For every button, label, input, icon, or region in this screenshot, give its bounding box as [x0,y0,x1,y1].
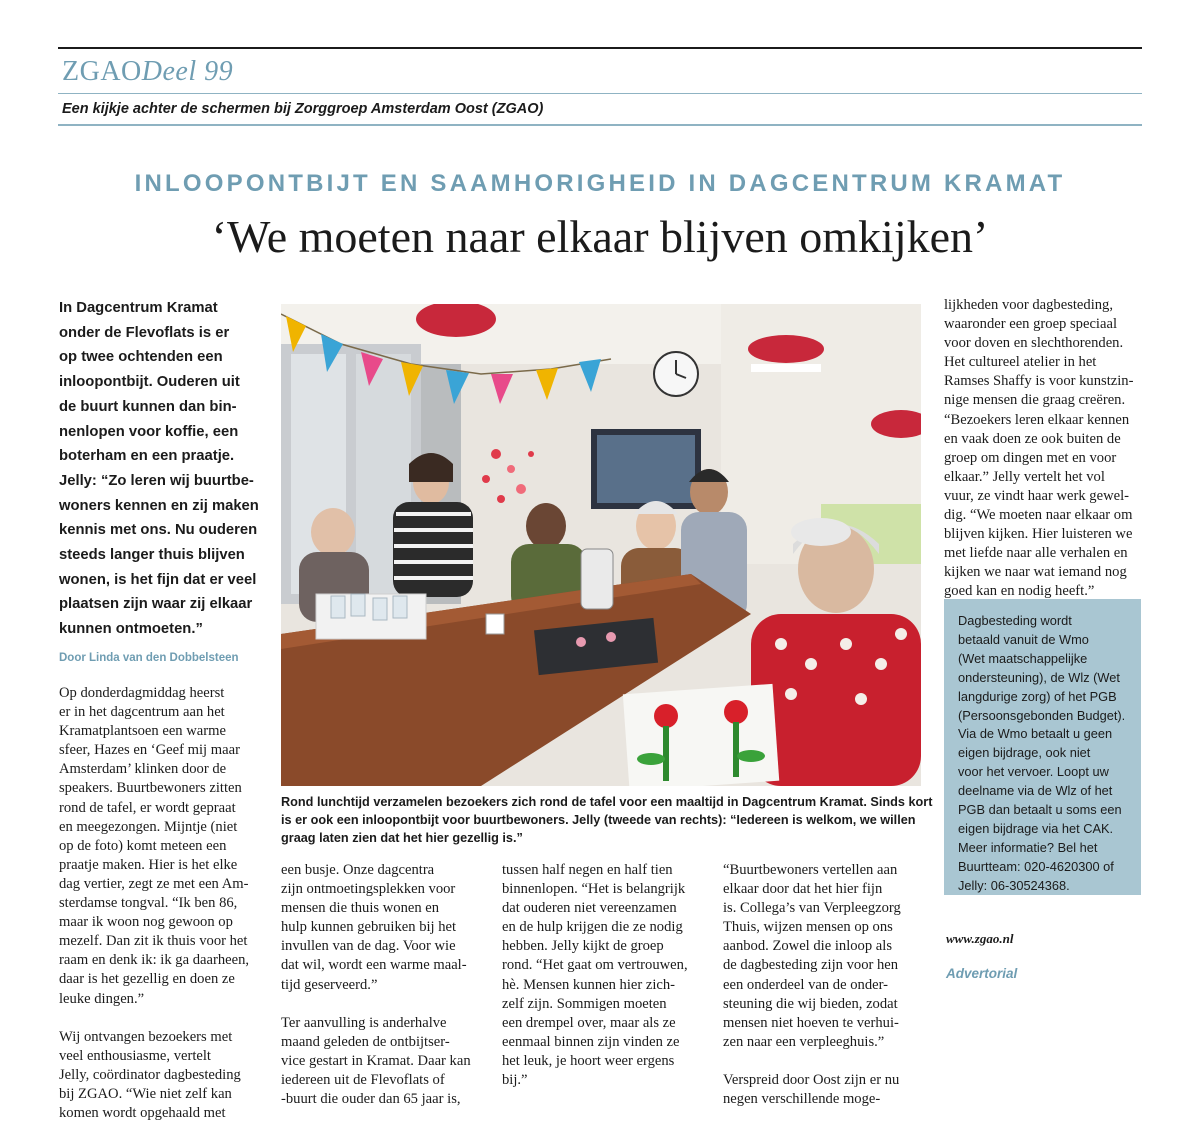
intro-line: woners kennen en zij maken [59,497,259,514]
body-line: bij.” [502,1072,528,1089]
body-line: komen wordt opgehaald met [59,1104,226,1121]
body-line: Ter aanvulling is anderhalve [281,1014,447,1031]
body-paragraph [59,1028,264,1123]
body-line: elkaar door dat het hier fijn [723,881,883,898]
article-byline: Door Linda van den Dobbelsteen [59,652,239,664]
body-line: dat wil, wordt een warme maal- [281,957,467,974]
body-line: iedereen uit de Flevoflats of [281,1071,445,1088]
info-box-line: Jelly: 06-30524368. [958,877,1070,893]
intro-line: inloopontbijt. Ouderen uit [59,374,240,391]
info-box-line: betaald vanuit de Wmo [958,631,1089,647]
info-box-line: ondersteuning), de Wlz (Wet [958,669,1120,685]
body-line: en meegezongen. Mijntje (niet [59,818,238,835]
body-line: mensen niet hoeven te verhui- [723,1014,899,1031]
body-line: het leuk, je hoort weer ergens [502,1052,675,1069]
article-headline: ‘We moeten naar elkaar blijven omkijken’ [211,211,989,262]
info-box-line: eigen bijdrage via het CAK. [958,820,1114,836]
body-line: “Buurtbewoners vertellen aan [723,862,898,878]
body-line: een drempel over, maar als ze [502,1014,676,1031]
body-line: met liefde naar alle verhalen en [944,545,1128,562]
info-box-text [958,612,1125,896]
body-line: -buurt die ouder dan 65 jaar is, [281,1091,461,1108]
body-line: vuur, ze vindt haar werk gewel- [944,487,1130,504]
intro-line: de buurt kunnen dan bin- [59,398,237,415]
body-line: negen verschillende moge- [723,1091,881,1108]
info-box-line: deelname via de Wlz of het [958,783,1113,799]
body-column-4 [723,861,928,1128]
caption-line: Rond lunchtijd verzamelen bezoekers zich rond de tafel voor een maaltijd in Dagcentrum Kramat. Sinds kort [281,795,933,809]
info-box-line: Buurtteam: 020-4620300 of [958,858,1114,874]
body-line: raam en denk ik: ik ga daarheen, [59,952,250,969]
info-box-line: (Wet maatschappelijke [958,650,1088,666]
body-line: de dagbesteding zijn voor hen [723,957,899,974]
body-line: blijven kijken. Hier luisteren we [944,526,1133,543]
body-paragraph [502,861,707,1090]
article-intro [59,296,259,642]
body-line: bij ZGAO. “Wie niet zelf kan [59,1085,232,1102]
intro-line: kennis met ons. Nu ouderen [59,522,258,539]
body-line: voor doven en slechthorenden. [944,335,1124,352]
body-line: Jelly, coördinator dagbesteding [59,1066,241,1083]
intro-line: In Dagcentrum Kramat [59,300,218,316]
body-line: Ramses Shaffy is voor kunstzin- [944,373,1134,390]
body-line: speakers. Buurtbewoners zitten [59,780,242,797]
body-line: mensen die thuis wonen en [281,900,440,917]
body-paragraph [59,684,264,1009]
body-line: invullen van de dag. Voor wie [281,938,456,955]
body-line: en vaak doen ze ook buiten de [944,430,1121,447]
body-column-1 [59,684,264,1142]
body-line: waaronder een groep speciaal [944,316,1118,333]
body-line: hulp kunnen gebruiken bij het [281,919,457,936]
article-photo [281,304,921,786]
intro-line: kunnen ontmoeten.” [59,621,203,638]
article-kicker: INLOOPONTBIJT EN SAAMHORIGHEID IN DAGCENTRUM KRAMAT [134,170,1066,197]
body-line: rond. “Het gaat om vertrouwen, [502,957,688,974]
body-line: dat ouderen niet vereenzamen [502,900,677,917]
body-line: tussen half negen en half tien [502,862,673,878]
body-line: sfeer, Hazes en ‘Geef mij maar [59,742,240,759]
intro-line: nenlopen voor koffie, een [59,423,239,440]
body-paragraph [723,861,928,1052]
caption-line: graag laten zien dat het hier gezellig is.” [281,831,523,845]
body-line: Amsterdam’ klinken door de [59,761,227,778]
series-part: Deel 99 [141,56,234,87]
photo-illustration [281,304,921,786]
body-line: hebben. Jelly kijkt de groep [502,938,664,955]
body-line: maar ik woon nog gewoon op [59,914,233,931]
info-box-line: Dagbesteding wordt [958,613,1072,628]
body-paragraph [944,296,1149,602]
body-line: Kramatplantsoen een warme [59,723,226,740]
body-line: zen naar een verpleeghuis.” [723,1033,885,1050]
top-rule [58,47,1142,49]
advertorial-label: Advertorial [946,966,1018,981]
body-line: elkaar.” Jelly vertelt het vol [944,468,1105,485]
body-line: daar is het gezellig en doen ze [59,971,235,988]
masthead-subtitle: Een kijkje achter de schermen bij Zorggroep Amsterdam Oost (ZGAO) [62,101,544,117]
intro-line: op twee ochtenden een [59,349,223,366]
body-line: vice gestart in Kramat. Daar kan [281,1052,471,1069]
body-line: hè. Mensen kunnen hier zich- [502,976,676,993]
body-line: praatje maken. Hier is het elke [59,856,238,873]
info-box-line: Meer informatie? Bel het [958,839,1098,855]
intro-line: wonen, is het fijn dat er veel [59,571,257,588]
body-line: binnenlopen. “Het is belangrijk [502,881,686,898]
info-box-line: PGB dan betaalt u soms een [958,802,1122,818]
photo-caption [281,793,931,847]
body-line: groep om dingen met en voor [944,449,1117,466]
info-box-line: voor het vervoer. Loopt uw [958,764,1109,780]
body-line: dag vertier, zegt ze met een Am- [59,875,249,892]
body-line: Het cultureel atelier in het [944,354,1097,371]
body-column-2 [281,861,486,1128]
website-link[interactable]: www.zgao.nl [946,931,1014,946]
body-line: er in het dagcentrum aan het [59,704,225,721]
body-line: rond de tafel, er wordt gepraat [59,799,236,816]
caption-line: is er ook een inloopontbijt voor buurtbewoners. Jelly (tweede van rechts): “Iedereen is welkom, we willen [281,813,916,827]
body-line: op de foto) komt meteen een [59,837,227,854]
body-line: Op donderdagmiddag heerst [59,685,225,701]
intro-line: plaatsen zijn waar zij elkaar [59,596,253,613]
body-line: maand geleden de ontbijtser- [281,1033,450,1050]
intro-line: boterham en een praatje. [59,448,235,465]
body-column-3 [502,861,707,1109]
info-box-line: eigen bijdrage, ook niet [958,745,1091,761]
body-line: leuke dingen.” [59,990,145,1007]
intro-line: onder de Flevoflats is er [59,324,230,341]
body-line: tijd geserveerd.” [281,976,378,993]
intro-line: Jelly: “Zo leren wij buurtbe- [59,472,254,489]
body-line: een busje. Onze dagcentra [281,862,435,878]
body-line: aanbod. Zowel die inloop als [723,938,893,955]
body-line: mezelf. Dan zit ik thuis voor het [59,933,248,950]
masthead-rule [58,93,1142,94]
body-line: Thuis, wijzen mensen op ons [723,919,893,936]
series-title [62,56,233,88]
info-box-line: Via de Wmo betaalt u geen [958,726,1113,742]
intro-line: steeds langer thuis blijven [59,547,245,564]
info-box-line: langdurige zorg) of het PGB [958,688,1117,704]
body-line: Verspreid door Oost zijn er nu [723,1071,900,1088]
body-paragraph [281,1014,486,1109]
info-box-line: (Persoonsgebonden Budget). [958,707,1126,723]
body-line: zijn ontmoetingsplekken voor [281,881,456,898]
body-paragraph [281,861,486,995]
body-line: is. Collega’s van Verpleegzorg [723,900,901,917]
body-line: nige mensen die graag creëren. [944,392,1126,409]
body-line: veel enthousiasme, vertelt [59,1047,211,1064]
body-line: Wij ontvangen bezoekers met [59,1028,233,1045]
body-line: dig. “We moeten naar elkaar om [944,507,1133,524]
body-line: steuning die wij bieden, zodat [723,995,898,1012]
body-line: zelf zijn. Sommigen moeten [502,995,667,1012]
series-name: ZGAO [62,56,142,87]
body-column-5 [944,296,1149,621]
body-line: kijken we naar wat iemand nog [944,564,1127,581]
body-line: eenmaal binnen zijn vinden ze [502,1033,680,1050]
body-line: goed kan en nodig heeft.” [944,583,1095,600]
body-line: lijkheden voor dagbesteding, [944,297,1114,313]
body-line: en de hulp krijgen die ze nodig [502,919,683,936]
body-line: sterdamse tongval. “Ik ben 86, [59,895,238,912]
body-line: “Bezoekers leren elkaar kennen [944,411,1130,428]
subtitle-rule [58,124,1142,126]
body-line: een onderdeel van de onder- [723,976,889,993]
body-paragraph [723,1071,928,1109]
